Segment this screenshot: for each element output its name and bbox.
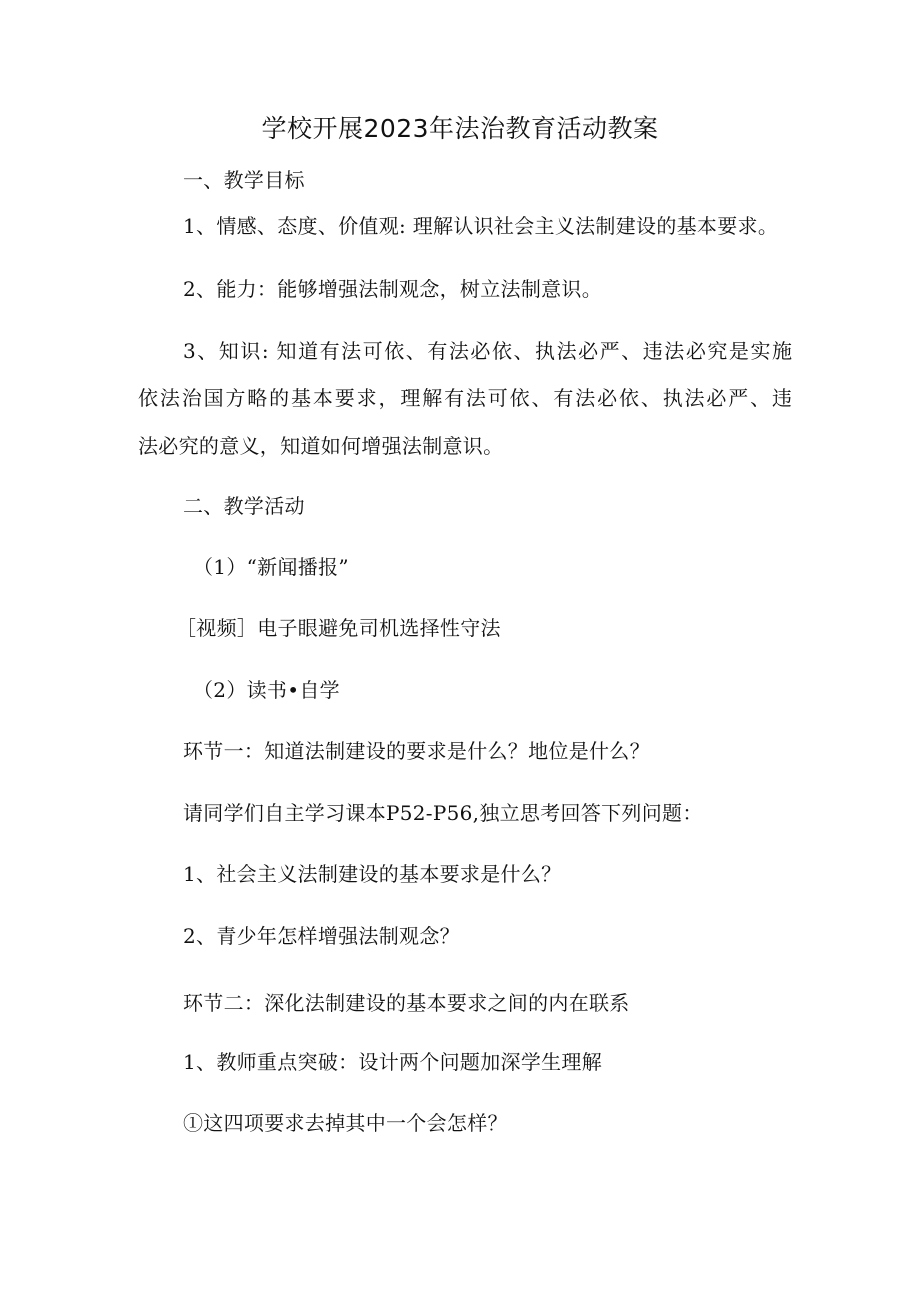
instruction-line: 请同学们自主学习课本P52-P56,独立思考回答下列问题：: [183, 801, 703, 825]
stage-2: 环节二：深化法制建设的基本要求之间的内在联系: [183, 991, 630, 1015]
section-heading-activities: 二、教学活动: [183, 494, 305, 518]
circle-question-1: ①这四项要求去掉其中一个会怎样？: [183, 1111, 508, 1135]
document-title: 学校开展2023年法治教育活动教案: [261, 114, 659, 143]
activity-part-1: （1）“新闻播报”: [193, 555, 349, 579]
teacher-focus: 1、教师重点突破：设计两个问题加深学生理解: [183, 1050, 603, 1074]
activity-part-2: （2）读书•自学: [193, 678, 340, 702]
objective-item-3-line-3: 法必究的意义，知道如何增强法制意识。: [138, 434, 504, 458]
question-1: 1、社会主义法制建设的基本要求是什么？: [183, 862, 562, 886]
video-line: ［视频］电子眼避免司机选择性守法: [176, 616, 501, 640]
objective-item-3-line-1: 3、知识: 知道有法可依、有法必依、执法必严、违法必究是实施: [183, 339, 792, 363]
stage-1: 环节一：知道法制建设的要求是什么？地位是什么？: [183, 739, 650, 763]
objective-item-1: 1、情感、态度、价值观: 理解认识社会主义法制建设的基本要求。: [183, 214, 779, 238]
section-heading-objectives: 一、教学目标: [183, 168, 305, 192]
question-2: 2、青少年怎样增强法制观念？: [183, 924, 460, 948]
objective-item-2: 2、能力：能够增强法制观念，树立法制意识。: [183, 277, 603, 301]
objective-item-3-line-2: 依法治国方略的基本要求，理解有法可依、有法必依、执法必严、违: [138, 386, 792, 410]
